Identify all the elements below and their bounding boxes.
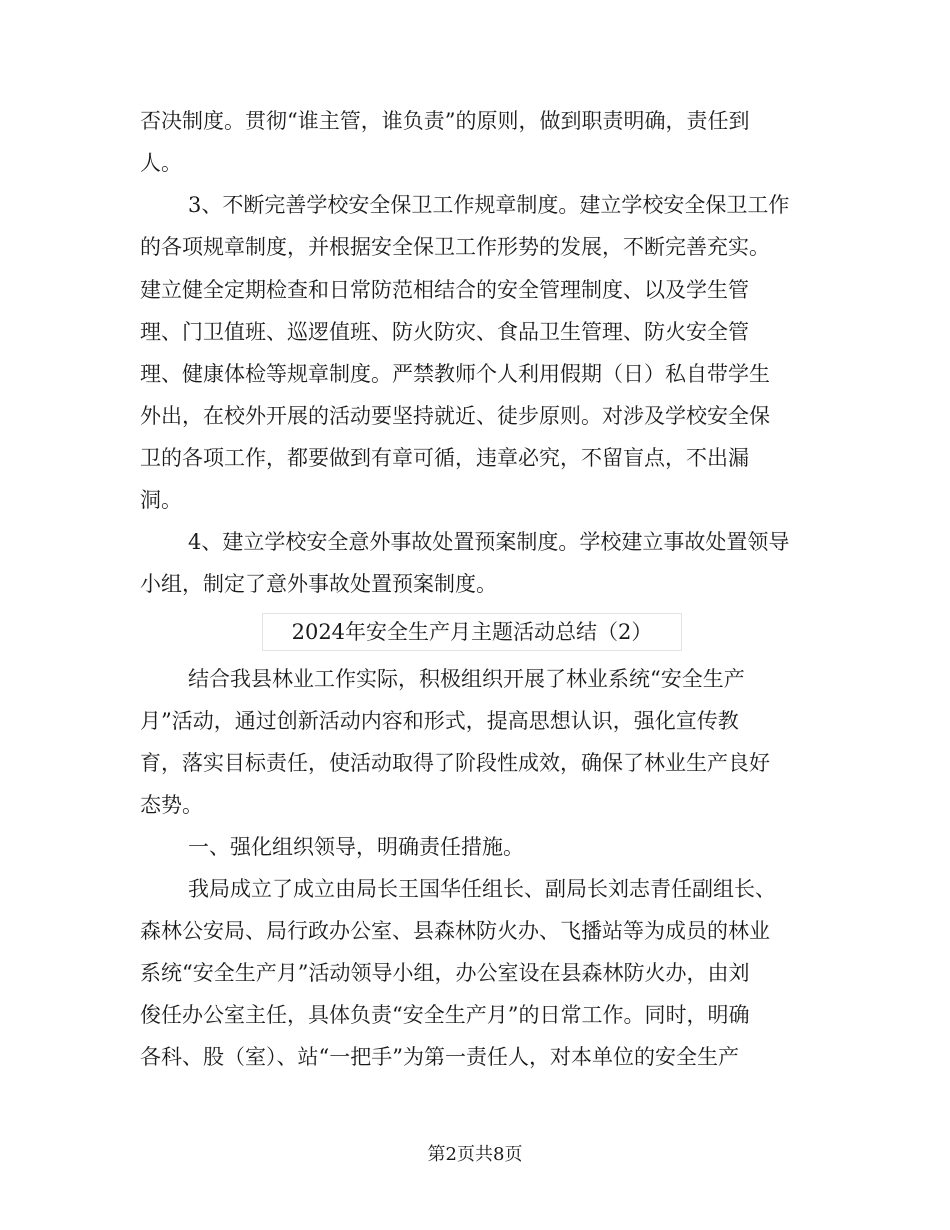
text-line: 理、健康体检等规章制度。严禁教师个人利用假期（日）私自带学生 — [140, 362, 770, 386]
page-footer: 第2页共8页 — [427, 1144, 523, 1165]
text-line: 小组，制定了意外事故处置预案制度。 — [140, 572, 497, 596]
text-line: 系统“安全生产月”活动领导小组，办公室设在县森林防火办，由刘 — [140, 961, 750, 985]
section-title: 2024年安全生产月主题活动总结（2） — [262, 613, 682, 651]
text-line: 建立健全定期检查和日常防范相结合的安全管理制度、以及学生管 — [140, 278, 749, 302]
text-line: 月”活动，通过创新活动内容和形式，提高思想认识，强化宣传教 — [140, 709, 739, 733]
text-line: 否决制度。贯彻“谁主管，谁负责”的原则，做到职责明确，责任到 — [140, 109, 750, 133]
text-line: 卫的各项工作，都要做到有章可循，违章必究，不留盲点，不出漏 — [140, 446, 749, 470]
text-line: 3、不断完善学校安全保卫工作规章制度。建立学校安全保卫工作 — [188, 193, 790, 217]
text-line: 育，落实目标责任，使活动取得了阶段性成效，确保了林业生产良好 — [140, 751, 770, 775]
text-line: 洞。 — [140, 488, 182, 512]
text-line: 结合我县林业工作实际，积极组织开展了林业系统“安全生产 — [188, 667, 745, 691]
text-line: 4、建立学校安全意外事故处置预案制度。学校建立事故处置领导 — [188, 530, 790, 554]
text-line: 理、门卫值班、巡逻值班、防火防灾、食品卫生管理、防火安全管 — [140, 320, 749, 344]
text-line: 人。 — [140, 151, 182, 175]
text-line: 一、强化组织领导，明确责任措施。 — [188, 835, 524, 859]
text-line: 的各项规章制度，并根据安全保卫工作形势的发展，不断完善充实。 — [140, 235, 770, 259]
text-line: 外出，在校外开展的活动要坚持就近、徒步原则。对涉及学校安全保 — [140, 404, 770, 428]
text-line: 各科、股（室）、站“一把手”为第一责任人，对本单位的安全生产 — [140, 1045, 739, 1069]
text-line: 我局成立了成立由局长王国华任组长、副局长刘志青任副组长、 — [188, 877, 776, 901]
text-line: 态势。 — [140, 793, 203, 817]
text-line: 俊任办公室主任，具体负责“安全生产月”的日常工作。同时，明确 — [140, 1003, 750, 1027]
text-line: 森林公安局、局行政办公室、县森林防火办、飞播站等为成员的林业 — [140, 919, 770, 943]
